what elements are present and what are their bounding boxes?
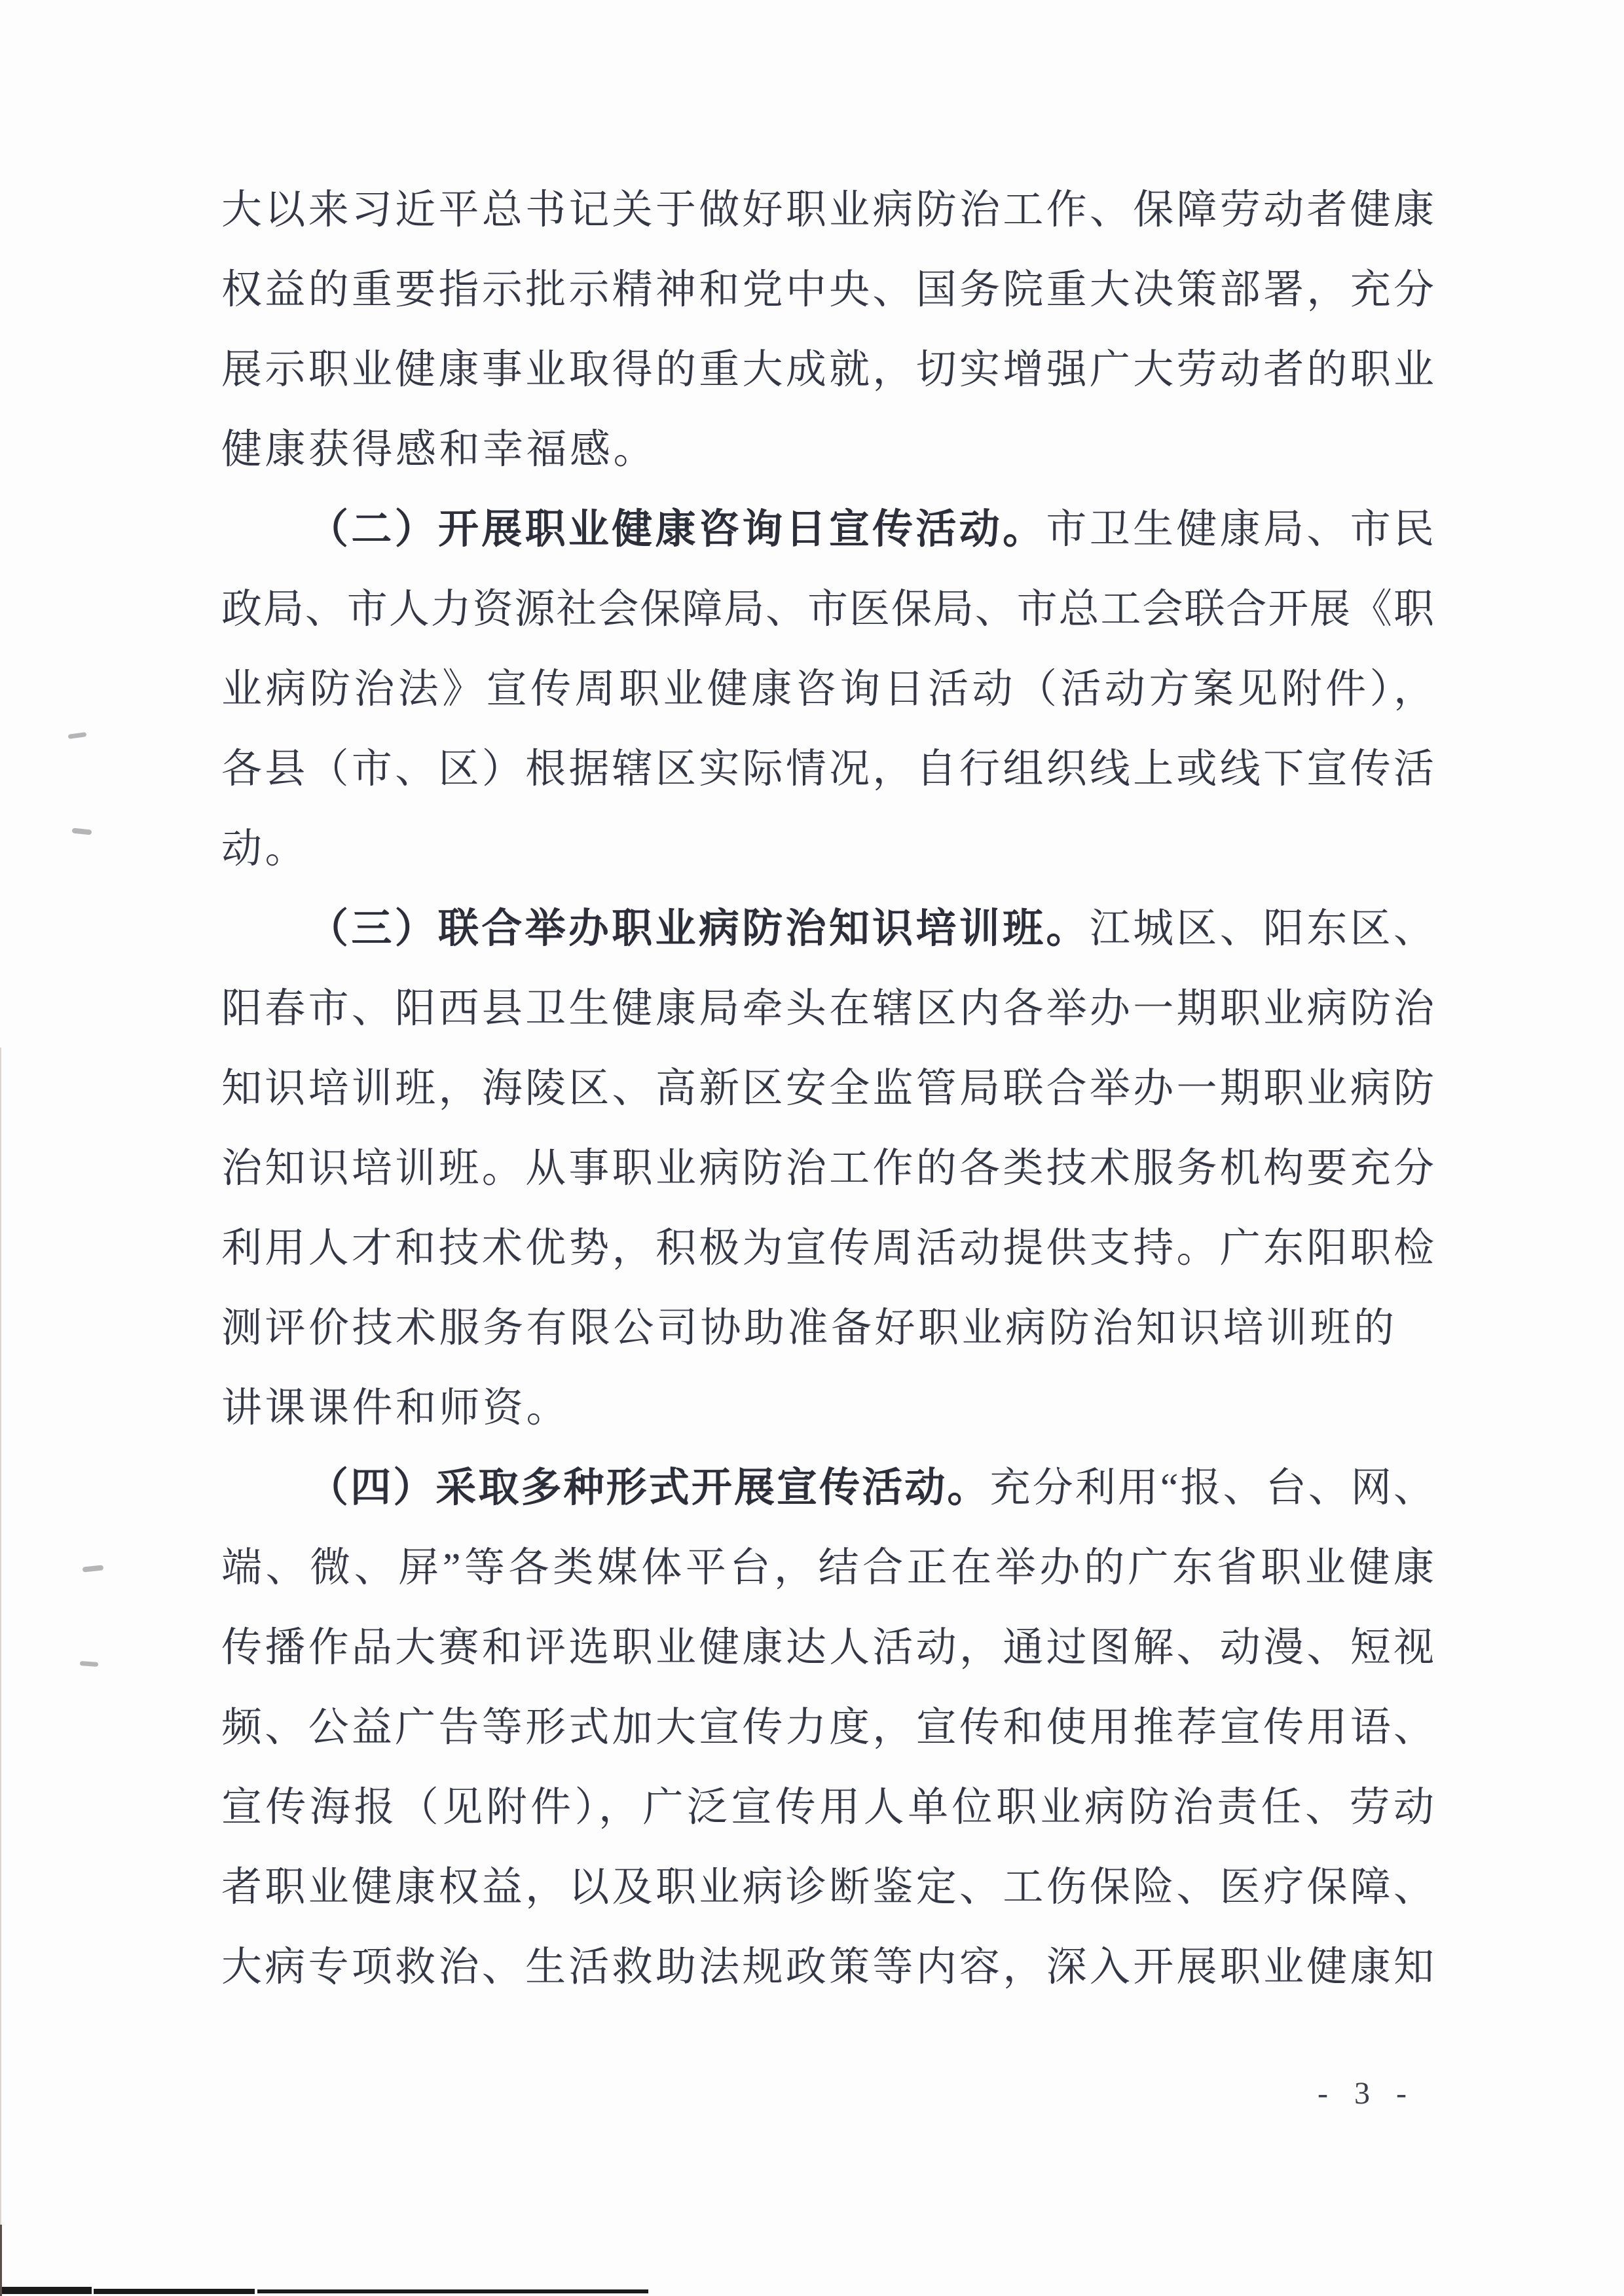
text-run: 充分利用“报、台、网、 [989, 1466, 1434, 1510]
text-run: 大以来习近平总书记关于做好职业病防治工作、保障劳动者健康 [221, 188, 1434, 232]
text-run: 传播作品大赛和评选职业健康达人活动，通过图解、动漫、短视 [221, 1626, 1434, 1670]
text-run: 业病防治法》宣传周职业健康咨询日活动（活动方案见附件）， [221, 667, 1434, 712]
scan-artifact-mark [72, 828, 92, 835]
text-run: 展示职业健康事业取得的重大成就，切实增强广大劳动者的职业 [221, 348, 1434, 392]
scan-artifact-mark [80, 1661, 98, 1667]
document-body [221, 170, 1434, 2007]
heading-run: （二）开展职业健康咨询日宣传活动。 [308, 507, 1046, 552]
text-line [221, 1608, 1434, 1688]
heading-run: （四）采取多种形式开展宣传活动。 [308, 1466, 990, 1510]
text-line [221, 1049, 1434, 1129]
text-line [221, 1129, 1434, 1209]
text-line [221, 1448, 1434, 1528]
text-line [221, 1848, 1434, 1927]
text-line [221, 969, 1434, 1049]
text-run: 江城区、阳东区、 [1089, 907, 1434, 951]
text-line [221, 649, 1434, 729]
text-line [221, 410, 1434, 490]
text-line [221, 1927, 1434, 2007]
text-run: 宣传海报（见附件），广泛宣传用人单位职业病防治责任、劳动 [221, 1785, 1434, 1830]
text-line [221, 1209, 1434, 1288]
text-line [221, 1688, 1434, 1768]
text-line [221, 330, 1434, 410]
text-run: 者职业健康权益，以及职业病诊断鉴定、工伤保险、医疗保障、 [221, 1865, 1434, 1910]
text-run: 权益的重要指示批示精神和党中央、国务院重大决策部署，充分 [221, 268, 1434, 312]
text-line [221, 1288, 1434, 1368]
text-run: 端、微、屏”等各类媒体平台，结合正在举办的广东省职业健康 [221, 1546, 1434, 1590]
scan-artifact-mark [83, 1565, 104, 1572]
text-line [221, 1368, 1434, 1448]
text-line [221, 570, 1434, 649]
text-line [221, 1768, 1434, 1848]
text-run: 测评价技术服务有限公司协助准备好职业病防治知识培训班的 [221, 1306, 1397, 1351]
text-run: 动。 [221, 827, 309, 871]
text-run: 政局、市人力资源社会保障局、市医保局、市总工会联合开展《职 [221, 587, 1434, 632]
scan-border-bottom [0, 2287, 92, 2294]
text-line [221, 170, 1434, 250]
text-line [221, 1528, 1434, 1608]
text-line [221, 809, 1434, 889]
heading-run: （三）联合举办职业病防治知识培训班。 [308, 907, 1090, 951]
scan-border-bottom [257, 2289, 648, 2293]
text-run: 治知识培训班。从事职业病防治工作的各类技术服务机构要充分 [221, 1146, 1434, 1191]
text-line [221, 729, 1434, 809]
text-run: 阳春市、阳西县卫生健康局牵头在辖区内各举办一期职业病防治 [221, 987, 1434, 1031]
page-number: - 3 - [1318, 2076, 1416, 2111]
scan-border-bottom [94, 2289, 255, 2294]
scan-border-left [0, 1048, 1, 2226]
text-run: 讲课课件和师资。 [221, 1386, 570, 1430]
text-line [221, 889, 1434, 969]
text-line [221, 490, 1434, 570]
scan-border-left [0, 2225, 2, 2296]
text-run: 市卫生健康局、市民 [1046, 507, 1434, 552]
text-run: 知识培训班，海陵区、高新区安全监管局联合举办一期职业病防 [221, 1066, 1434, 1111]
scan-artifact-mark [68, 732, 87, 739]
text-run: 利用人才和技术优势，积极为宣传周活动提供支持。广东阳职检 [221, 1226, 1434, 1271]
text-line [221, 250, 1434, 330]
text-run: 大病专项救治、生活救助法规政策等内容，深入开展职业健康知 [221, 1945, 1434, 1990]
text-run: 各县（市、区）根据辖区实际情况，自行组织线上或线下宣传活 [221, 747, 1434, 792]
text-run: 频、公益广告等形式加大宣传力度，宣传和使用推荐宣传用语、 [221, 1705, 1434, 1750]
text-run: 健康获得感和幸福感。 [221, 428, 657, 472]
